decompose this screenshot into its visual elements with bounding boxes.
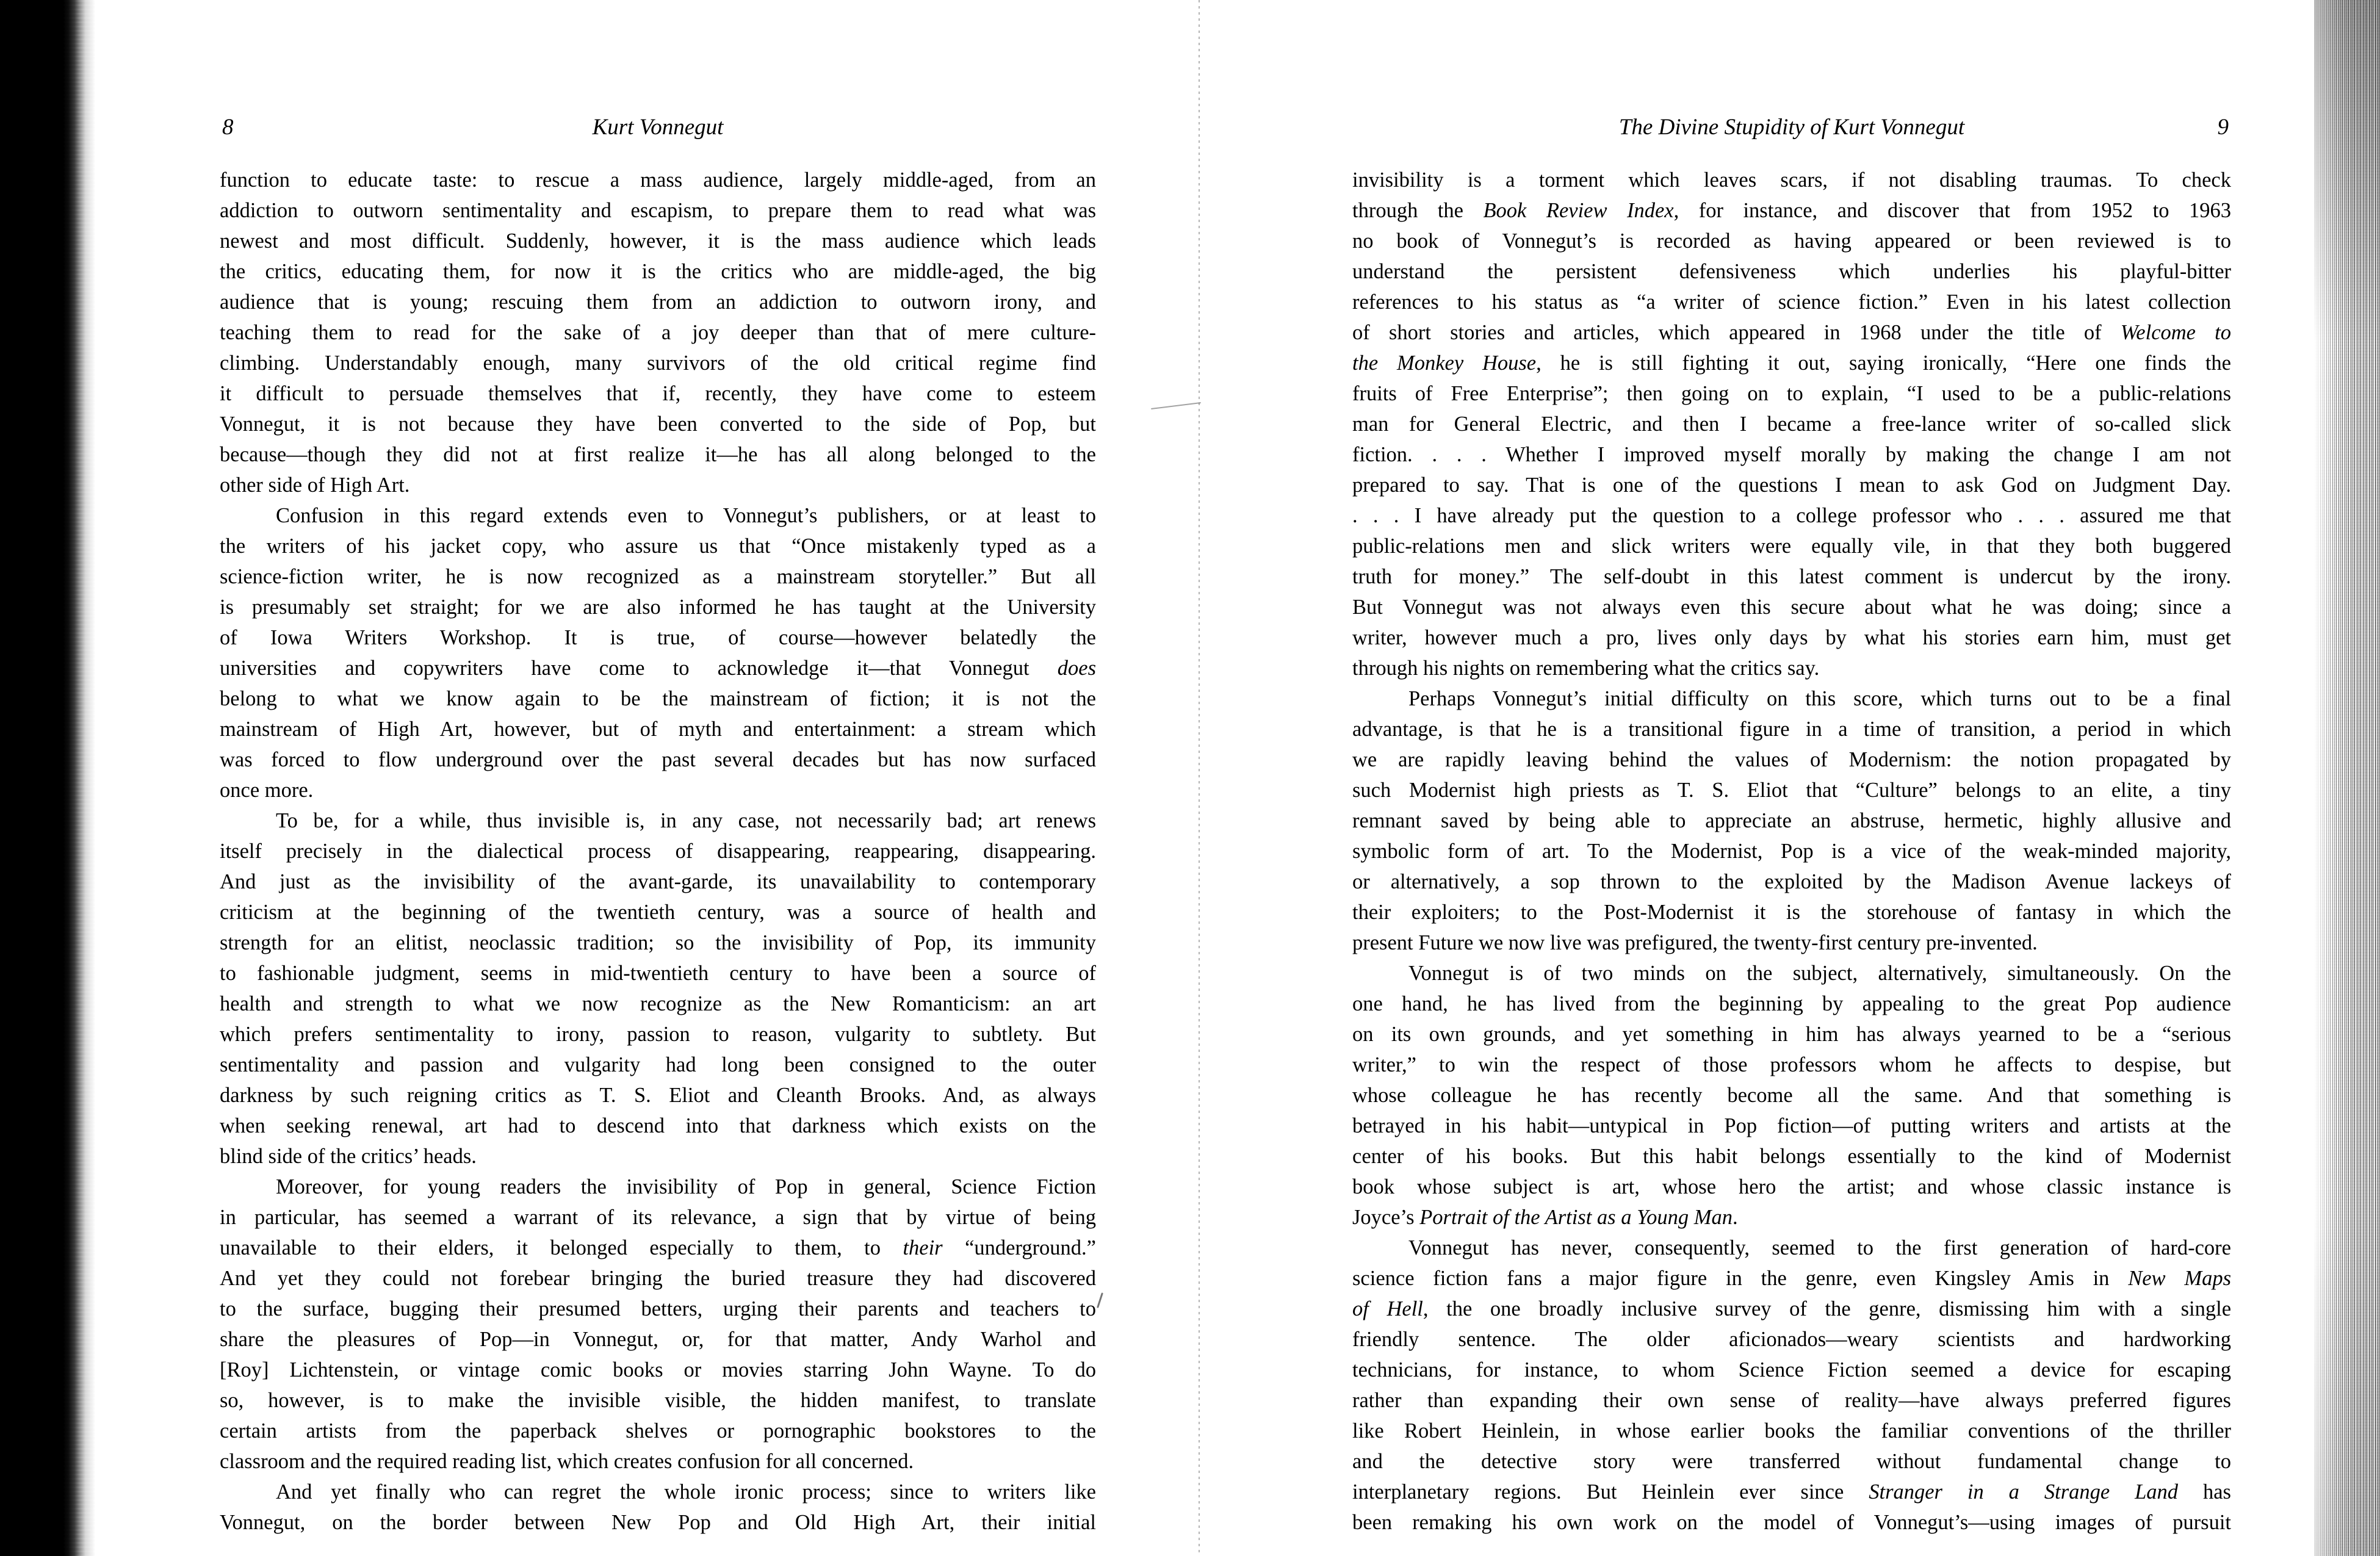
text-line: technicians, for instance, to whom Science Fiction seemed a device for escaping: [1352, 1358, 2231, 1381]
text-line: man for General Electric, and then I became a free-lance writer of so-called slick: [1352, 412, 2231, 436]
text-line: . . . I have already put the question to a college professor who . . . assured me that: [1352, 504, 2231, 527]
text-line: other side of High Art.: [220, 474, 410, 497]
text-line: which prefers sentimentality to irony, passion to reason, vulgarity to subtlety. But: [220, 1023, 1096, 1046]
text-line: sentimentality and passion and vulgarity had long been consigned to the outer: [220, 1053, 1096, 1076]
text-line: to the surface, bugging their presumed betters, urging their parents and teachers to: [220, 1297, 1096, 1320]
text-line: of Hell, the one broadly inclusive survey of the genre, dismissing him with a single: [1352, 1297, 2232, 1320]
text-line: because—though they did not at first realize it—he has all along belonged to the: [220, 443, 1096, 466]
text-line: the Monkey House, he is still fighting it out, saying ironically, “Here one finds the: [1352, 351, 2231, 375]
text-line: references to his status as “a writer of science fiction.” Even in his latest collection: [1352, 290, 2231, 314]
text-line: classroom and the required reading list, which creates confusion for all concerned.: [220, 1450, 914, 1473]
scan-scratch: [1151, 402, 1201, 409]
text-line: or alternatively, a sop thrown to the exploited by the Madison Avenue lackeys of: [1352, 870, 2231, 893]
text-line: Confusion in this regard extends even to Vonnegut’s publishers, or at least to: [276, 504, 1096, 527]
text-line: through his nights on remembering what the critics say.: [1352, 657, 1820, 680]
text-line: writer, however much a pro, lives only days by what his stories earn him, must get: [1352, 626, 2231, 649]
text-line: so, however, is to make the invisible visible, the hidden manifest, to translate: [220, 1389, 1096, 1412]
text-line: Perhaps Vonnegut’s initial difficulty on this score, which turns out to be a final: [1408, 687, 2231, 710]
text-line: in particular, has seemed a warrant of its relevance, a sign that by virtue of being: [220, 1206, 1096, 1229]
text-line: one hand, he has lived from the beginning by appealing to the great Pop audience: [1352, 992, 2231, 1015]
page-right-header: [1352, 111, 2231, 144]
text-line: we are rapidly leaving behind the values of Modernism: the notion propagated by: [1352, 748, 2231, 771]
text-line: unavailable to their elders, it belonged especially to them, to their “underground.”: [220, 1236, 1096, 1259]
text-line: and the detective story were transferred without fundamental change to: [1352, 1450, 2231, 1473]
text-line: of short stories and articles, which appeared in 1968 under the title of Welcome to: [1352, 321, 2231, 344]
text-line: present Future we now live was prefigured, the twenty-first century pre-invented.: [1352, 931, 2038, 954]
text-line: rather than expanding their own sense of reality—have always preferred figures: [1352, 1389, 2231, 1412]
text-line: criticism at the beginning of the twentieth century, was a source of health and: [220, 901, 1096, 924]
text-line: But Vonnegut was not always even this secure about what he was doing; since a: [1352, 596, 2231, 619]
text-line: on its own grounds, and yet something in him has always yearned to be a “serious: [1352, 1023, 2231, 1046]
book-fore-edge: [2314, 0, 2380, 1556]
text-line: And yet finally who can regret the whole ironic process; since to writers like: [276, 1480, 1096, 1504]
text-line: is presumably set straight; for we are also informed he has taught at the University: [220, 596, 1096, 619]
text-line: whose colleague he has recently become all the same. And that something is: [1352, 1084, 2231, 1107]
text-line: audience that is young; rescuing them from an addiction to outworn irony, and: [220, 290, 1096, 314]
text-line: [Roy] Lichtenstein, or vintage comic books or movies starring John Wayne. To do: [220, 1358, 1096, 1381]
text-line: Vonnegut, it is not because they have been converted to the side of Pop, but: [220, 412, 1096, 436]
page-number-right: 9: [2217, 115, 2229, 140]
page-number-left: 8: [222, 115, 234, 140]
page-left-text: [220, 165, 1096, 1538]
text-line: teaching them to read for the sake of a joy deeper than that of mere culture-: [220, 321, 1096, 344]
text-line: prepared to say. That is one of the questions I mean to ask God on Judgment Day.: [1352, 474, 2231, 497]
text-line: truth for money.” The self-doubt in this latest comment is undercut by the irony.: [1352, 565, 2231, 588]
text-line: betrayed in his habit—untypical in Pop fiction—of putting writers and artists at the: [1352, 1114, 2231, 1137]
text-line: been remaking his own work on the model of Vonnegut’s—using images of pursuit: [1352, 1511, 2231, 1534]
text-line: remnant saved by being able to appreciate an abstruse, hermetic, highly allusive and: [1352, 809, 2231, 832]
text-line: friendly sentence. The older aficionados—weary scientists and hardworking: [1352, 1328, 2231, 1351]
text-line: certain artists from the paperback shelves or pornographic bookstores to the: [220, 1419, 1096, 1443]
text-line: science-fiction writer, he is now recognized as a mainstream storyteller.” But all: [220, 565, 1096, 588]
text-line: function to educate taste: to rescue a mass audience, largely middle-aged, from an: [220, 168, 1096, 192]
text-line: the critics, educating them, for now it is the critics who are middle-aged, the big: [220, 260, 1096, 283]
page-left-header: [220, 111, 1096, 144]
text-line: it difficult to persuade themselves that if, recently, they have come to esteem: [220, 382, 1096, 405]
text-line: no book of Vonnegut’s is recorded as having appeared or been reviewed is to: [1352, 229, 2231, 253]
text-line: Moreover, for young readers the invisibility of Pop in general, Science Fiction: [276, 1175, 1096, 1198]
text-line: invisibility is a torment which leaves scars, if not disabling traumas. To check: [1352, 168, 2231, 192]
stray-mark: [1097, 1292, 1103, 1308]
text-line: public-relations men and slick writers were equally vile, in that they both buggered: [1352, 535, 2231, 558]
text-line: To be, for a while, thus invisible is, in any case, not necessarily bad; art renews: [276, 809, 1096, 832]
text-line: through the Book Review Index, for instance, and discover that from 1952 to 1963: [1352, 199, 2231, 222]
page-gutter-line: [1199, 0, 1200, 1556]
text-line: fiction. . . . Whether I improved myself morally by making the change I am not: [1352, 443, 2231, 466]
text-line: addiction to outworn sentimentality and escapism, to prepare them to read what was: [220, 199, 1096, 222]
text-line: Vonnegut has never, consequently, seemed to the first generation of hard-core: [1408, 1236, 2231, 1259]
page-right-text: [1352, 165, 2231, 1538]
text-line: science fiction fans a major figure in the genre, even Kingsley Amis in New Maps: [1352, 1267, 2232, 1290]
text-line: itself precisely in the dialectical process of disappearing, reappearing, disappearing.: [220, 840, 1096, 863]
text-line: their exploiters; to the Post-Modernist it is the storehouse of fantasy in which the: [1352, 901, 2231, 924]
page-right: [1352, 0, 2231, 1556]
text-line: center of his books. But this habit belongs essentially to the kind of Modernist: [1352, 1145, 2231, 1168]
text-line: advantage, is that he is a transitional figure in a time of transition, a period in which: [1352, 718, 2231, 741]
text-line: Joyce’s Portrait of the Artist as a Young Man.: [1352, 1206, 1738, 1229]
running-head-left: Kurt Vonnegut: [592, 115, 724, 140]
text-line: And yet they could not forebear bringing the buried treasure they had discovered: [220, 1267, 1096, 1290]
text-line: when seeking renewal, art had to descend into that darkness which exists on the: [220, 1114, 1096, 1137]
text-line: the writers of his jacket copy, who assure us that “Once mistakenly typed as a: [220, 535, 1096, 558]
text-line: once more.: [220, 779, 314, 802]
text-line: writer,” to win the respect of those professors whom he affects to despise, but: [1352, 1053, 2231, 1076]
page-left: [220, 0, 1096, 1556]
text-line: share the pleasures of Pop—in Vonnegut, or, for that matter, Andy Warhol and: [220, 1328, 1096, 1351]
text-line: such Modernist high priests as T. S. Eliot that “Culture” belongs to an elite, a tiny: [1352, 779, 2231, 802]
book-binding-shadow: [0, 0, 98, 1556]
text-line: strength for an elitist, neoclassic tradition; so the invisibility of Pop, its immunity: [220, 931, 1096, 954]
text-line: universities and copywriters have come to acknowledge it—that Vonnegut does: [220, 657, 1096, 680]
text-line: interplanetary regions. But Heinlein ever since Stranger in a Strange Land has: [1352, 1480, 2231, 1504]
text-line: climbing. Understandably enough, many survivors of the old critical regime find: [220, 351, 1096, 375]
text-line: Vonnegut, on the border between New Pop and Old High Art, their initial: [220, 1511, 1096, 1534]
text-line: fruits of Free Enterprise”; then going on to explain, “I used to be a public-relations: [1352, 382, 2231, 405]
text-line: was forced to flow underground over the past several decades but has now surfaced: [220, 748, 1096, 771]
text-line: to fashionable judgment, seems in mid-twentieth century to have been a source of: [220, 962, 1096, 985]
running-head-right: The Divine Stupidity of Kurt Vonnegut: [1618, 115, 1965, 140]
text-line: understand the persistent defensiveness which underlies his playful-bitter: [1352, 260, 2231, 283]
text-line: mainstream of High Art, however, but of myth and entertainment: a stream which: [220, 718, 1096, 741]
text-line: And just as the invisibility of the avant-garde, its unavailability to contemporary: [220, 870, 1096, 893]
text-line: symbolic form of art. To the Modernist, Pop is a vice of the weak-minded majority,: [1352, 840, 2231, 863]
text-line: health and strength to what we now recognize as the New Romanticism: an art: [220, 992, 1096, 1015]
text-line: book whose subject is art, whose hero the artist; and whose classic instance is: [1352, 1175, 2231, 1198]
text-line: Vonnegut is of two minds on the subject, alternatively, simultaneously. On the: [1408, 962, 2231, 985]
text-line: of Iowa Writers Workshop. It is true, of course—however belatedly the: [220, 626, 1096, 649]
text-line: darkness by such reigning critics as T. S. Eliot and Cleanth Brooks. And, as always: [220, 1084, 1096, 1107]
text-line: blind side of the critics’ heads.: [220, 1145, 477, 1168]
text-line: belong to what we know again to be the mainstream of fiction; it is not the: [220, 687, 1096, 710]
text-line: like Robert Heinlein, in whose earlier books the familiar conventions of the thriller: [1352, 1419, 2231, 1443]
text-line: newest and most difficult. Suddenly, however, it is the mass audience which leads: [220, 229, 1096, 253]
